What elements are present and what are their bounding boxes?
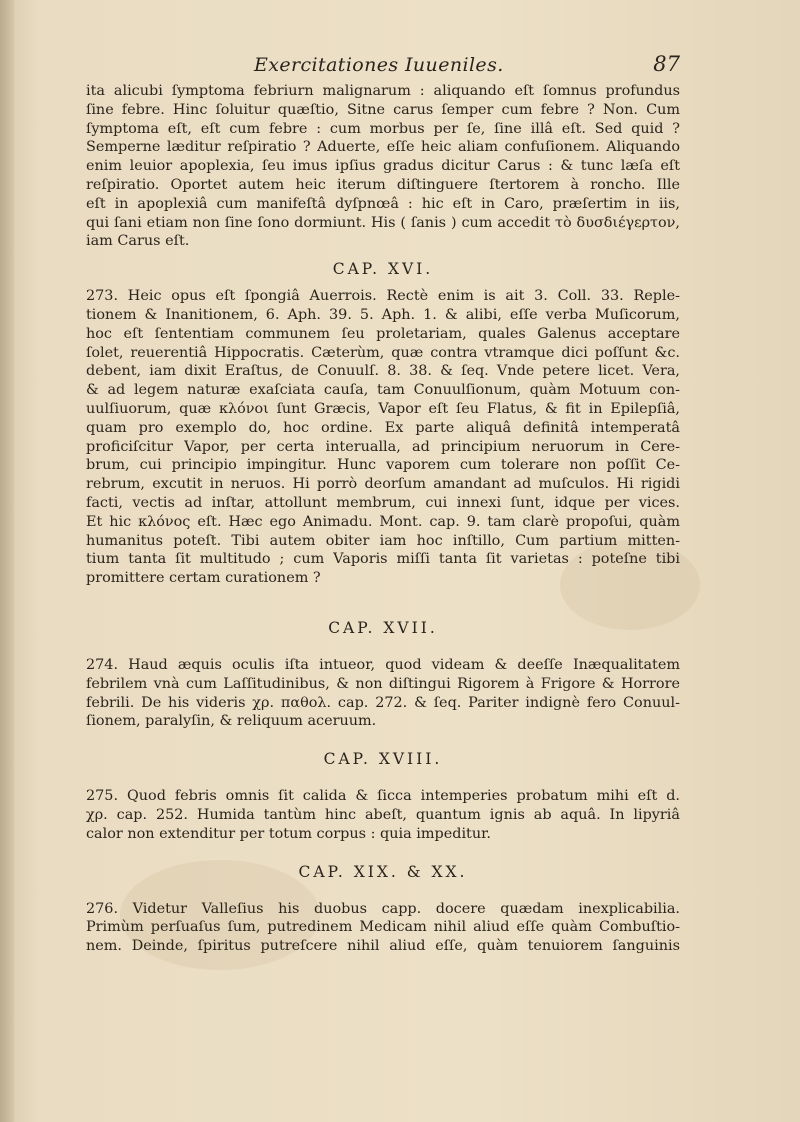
text-line: tionem & Inanitionem, 6. Aph. 39. 5. Aph. 1. & alibi, eſſe verba Muſicorum, bbox=[86, 306, 680, 323]
text-line: febrilem vnà cum Laſſitudinibus, & non diſtingui Rigorem à Frigore & Horrore bbox=[86, 675, 680, 692]
text-line: proficiſcitur Vapor, per certa interualla, ad principium neruorum in Cere- bbox=[86, 438, 680, 455]
page-number: 87 bbox=[653, 52, 680, 76]
text-line: humanitus poteſt. Tibi autem obiter iam hoc inſtillo, Cum partium mitten- bbox=[86, 532, 680, 549]
page-gutter bbox=[0, 0, 14, 1122]
text-line: 274. Haud æquis oculis iſta intueor, quod videam & deeſſe Inæqualitatem bbox=[86, 656, 680, 673]
text-line: febrili. De his videris χρ. παθολ. cap. 272. & ſeq. Pariter indignè fero Conuul- bbox=[86, 694, 680, 711]
text-line: nem. Deinde, ſpiritus putreſcere nihil aliud eſſe, quàm tenuiorem ſanguinis bbox=[86, 938, 680, 955]
chapter-heading-18: CAP. XVIII. bbox=[323, 750, 443, 769]
text-line: ſymptoma eſt, eſt cum febre : cum morbus per ſe, ſine illâ eſt. Sed quid ? bbox=[86, 120, 680, 137]
chapter-heading-16: CAP. XVI. bbox=[332, 260, 434, 279]
text-line: tium tanta ſit multitudo ; cum Vaporis miſſi tanta ſit varietas : poteſne tibi bbox=[86, 551, 680, 568]
text-line: reſpiratio. Oportet autem heic iterum diſtinguere ſtertorem à roncho. Ille bbox=[86, 176, 680, 193]
text-line: facti, vectis ad inſtar, attollunt membrum, cui innexi ſunt, idque per vices. bbox=[86, 494, 680, 511]
text-line: eſt in apoplexiâ cum manifeſtâ dyſpnœâ : hic eſt in Caro, præſertim in iis, bbox=[86, 195, 680, 212]
text-line: 273. Heic opus eſt ſpongiâ Auerrois. Rectè enim is ait 3. Coll. 33. Reple- bbox=[86, 288, 680, 305]
text-line: calor non extenditur per totum corpus : quia impeditur. bbox=[86, 825, 491, 842]
text-line: hoc eſt ſententiam communem ſeu proletariam, quales Galenus acceptare bbox=[86, 325, 680, 342]
text-line: Primùm perſuaſus ſum, putredinem Medicam nihil aliud eſſe quàm Combuſtio- bbox=[86, 919, 680, 936]
text-line: ita alicubi ſymptoma febriurn malignarum : aliquando eſt ſomnus profundus bbox=[86, 83, 680, 99]
text-line: 275. Quod febris omnis ſit calida & ſicca intemperies probatum mihi eſt d. bbox=[86, 788, 680, 805]
text-line: Semperne læditur reſpiratio ? Aduerte, eſſe heic aliam confuſionem. Aliquando bbox=[86, 139, 680, 156]
running-head bbox=[84, 52, 680, 82]
text-block bbox=[86, 82, 680, 956]
text-line: qui ſani etiam non ſine ſono dormiunt. His ( ſanis ) cum accedit τὸ δυσδιέγερτον, bbox=[86, 214, 680, 231]
text-line: ſolet, reuerentiâ Hippocratis. Cæterùm, quæ contra vtramque dici poſſunt &c. bbox=[86, 344, 680, 361]
chapter-heading-17: CAP. XVII. bbox=[328, 618, 438, 637]
text-line: quam pro exemplo do, hoc ordine. Ex parte aliquâ definitâ intemperatâ bbox=[86, 419, 680, 436]
text-line: & ad legem naturæ exaſciata cauſa, tam Conuulſionum, quàm Motuum con- bbox=[86, 382, 680, 399]
text-line: ſionem, paralyſin, & reliquum aceruum. bbox=[86, 713, 377, 730]
text-line: promittere certam curationem ? bbox=[86, 570, 321, 587]
text-line: enim leuior apoplexia, ſeu imus ipſius gradus dicitur Carus : & tunc læſa eſt bbox=[86, 158, 680, 175]
text-line: χρ. cap. 252. Humida tantùm hinc abeſt, quantum ignis ab aquâ. In lipyriâ bbox=[86, 806, 680, 823]
text-line: rebrum, excutit in neruos. Hi porrò deorſum amandant ad muſculos. Hi rigidi bbox=[86, 476, 680, 493]
text-line: debent, iam dixit Eraſtus, de Conuulſ. 8. 38. & ſeq. Vnde petere licet. Vera, bbox=[86, 363, 680, 380]
chapter-heading-19-20: CAP. XIX. & XX. bbox=[298, 862, 468, 881]
text-line: uulſiuorum, quæ κλόνοι ſunt Græcis, Vapor eſt ſeu Flatus, & fit in Epilepſiâ, bbox=[86, 400, 680, 417]
text-line: ſine febre. Hinc ſoluitur quæſtio, Sitne carus ſemper cum febre ? Non. Cum bbox=[86, 101, 680, 118]
text-line: 276. Videtur Valleſius his duobus capp. docere quædam inexplicabilia. bbox=[86, 900, 680, 917]
text-line: Et hic κλόνος eſt. Hæc ego Animadu. Mont. cap. 9. tam clarè propoſui, quàm bbox=[86, 513, 680, 530]
running-title: Exercitationes Iuueniles. bbox=[254, 54, 504, 76]
text-line: iam Carus eſt. bbox=[86, 233, 190, 250]
text-line: brum, cui principio impingitur. Hunc vaporem cum tolerare non poſſit Ce- bbox=[86, 457, 680, 474]
